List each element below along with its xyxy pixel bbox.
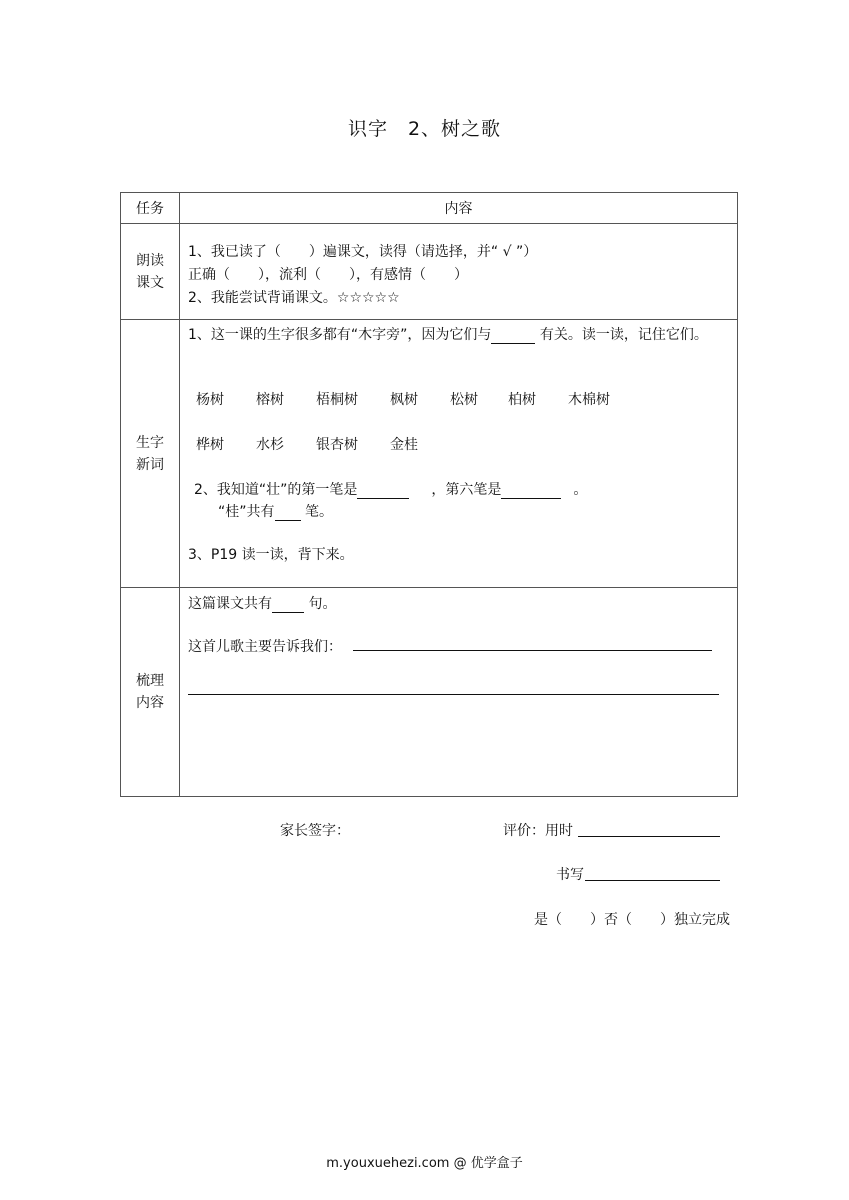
word-item: 金桂 xyxy=(390,437,418,453)
words-row-1 xyxy=(196,389,610,409)
vocab-label: 生字 新词 xyxy=(121,320,180,588)
writing-label: 书写 xyxy=(556,867,584,883)
source-watermark: m.youxuehezi.com @ 优学盒子 xyxy=(326,1156,523,1171)
word-item: 柏树 xyxy=(508,392,536,408)
summary-row xyxy=(121,588,738,797)
reading-content xyxy=(180,224,738,320)
reading-label: 朗读 课文 xyxy=(121,224,180,320)
word-item: 松树 xyxy=(450,392,478,408)
summary-content xyxy=(180,588,738,797)
answer-blank[interactable] xyxy=(275,506,301,521)
summary-line-2: 这首儿歌主要告诉我们： xyxy=(188,639,342,655)
answer-blank[interactable] xyxy=(501,484,561,499)
answer-blank[interactable] xyxy=(357,484,409,499)
word-item: 银杏树 xyxy=(316,437,358,453)
reading-line-3: 2、我能尝试背诵课文。☆☆☆☆☆ xyxy=(188,290,400,306)
independent-completion: 是（ ）否（ ）独立完成 xyxy=(534,912,730,928)
time-answer-line[interactable] xyxy=(578,836,720,837)
header-content: 内容 xyxy=(180,193,738,224)
answer-blank[interactable] xyxy=(491,329,535,344)
word-item: 梧桐树 xyxy=(316,392,358,408)
answer-line[interactable] xyxy=(188,694,719,695)
page-title: 识字 2、树之歌 xyxy=(347,118,502,140)
writing-answer-line[interactable] xyxy=(585,880,720,881)
summary-label: 梳理 内容 xyxy=(121,588,180,797)
parent-signature-label: 家长签字： xyxy=(280,823,350,839)
word-item: 杨树 xyxy=(196,392,224,408)
vocab-question-2b: “桂”共有 笔。 xyxy=(218,504,333,520)
word-item: 木棉树 xyxy=(568,392,610,408)
word-item: 枫树 xyxy=(390,392,418,408)
word-item: 榕树 xyxy=(256,392,284,408)
words-row-2 xyxy=(196,434,418,454)
vocab-row xyxy=(121,320,738,588)
vocab-content xyxy=(180,320,738,588)
header-task: 任务 xyxy=(121,193,180,224)
summary-line-1: 这篇课文共有 句。 xyxy=(188,596,337,612)
answer-line[interactable] xyxy=(353,650,712,651)
reading-row xyxy=(121,224,738,320)
table-header-row xyxy=(121,193,738,224)
reading-line-1: 1、我已读了（ ）遍课文，读得（请选择，并“ √ ”） xyxy=(188,244,538,260)
vocab-question-1: 1、这一课的生字很多都有“木字旁”，因为它们与 有关。读一读，记住它们。 xyxy=(188,327,708,343)
worksheet-table xyxy=(120,192,738,797)
word-item: 桦树 xyxy=(196,437,224,453)
answer-blank[interactable] xyxy=(272,598,304,613)
vocab-question-3: 3、P19 读一读，背下来。 xyxy=(188,547,354,563)
vocab-question-2: 2、我知道“壮”的第一笔是 ，第六笔是 。 xyxy=(194,482,588,498)
evaluation-label: 评价：用时 xyxy=(503,823,573,839)
word-item: 水杉 xyxy=(256,437,284,453)
reading-line-2: 正确（ ），流利（ ），有感情（ ） xyxy=(188,267,468,283)
